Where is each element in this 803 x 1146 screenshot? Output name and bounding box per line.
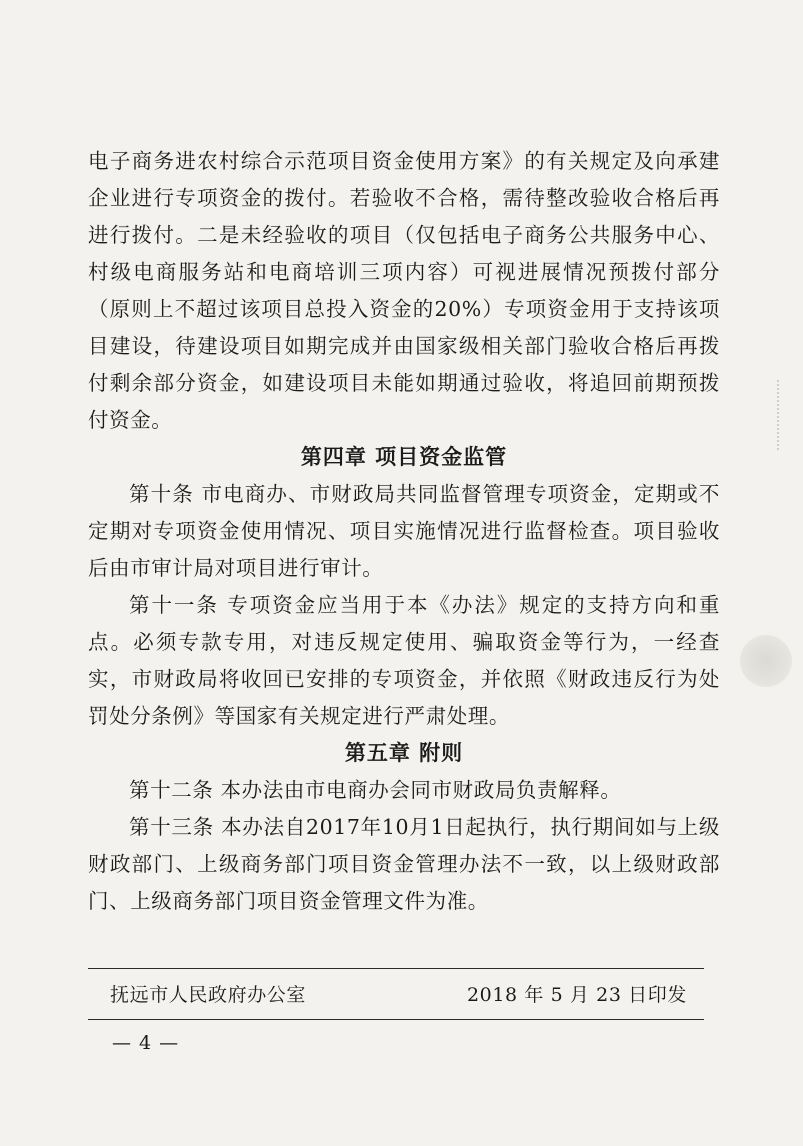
document-body — [88, 143, 720, 920]
page-number: — 4 — — [112, 1032, 180, 1054]
faint-seal-mark — [740, 635, 792, 687]
footer-top-rule — [88, 968, 704, 969]
article-twelve: 第十二条 本办法由市电商办会同市财政局负责解释。 — [129, 778, 622, 802]
edge-bleed-mark — [777, 380, 789, 450]
footer-bottom-rule — [88, 1019, 704, 1020]
chapter-four-heading: 第四章 项目资金监管 — [300, 445, 508, 469]
issue-date: 2018 年 5 月 23 日印发 — [466, 984, 687, 1006]
continuation-paragraph: 电子商务进农村综合示范项目资金使用方案》的有关规定及向承建企业进行专项资金的拨付。若验收不合格，需待整改验收合格后再进行拨付。二是未经验收的项目（仅包括电子商务公共服务中心、村级电商服务站和电商培训三项内容）可视进展情况预拨付部分（原则上不超过该项目总投入资金的20%）专项资金用于支持该项目建设，待建设项目如期完成并由国家级相关部门验收合格后再拨付剩余部分资金，如建设项目未能如期通过验收，将追回前期预拨付资金。 — [88, 149, 720, 432]
article-thirteen: 第十三条 本办法自2017年10月1日起执行，执行期间如与上级财政部门、上级商务部门项目资金管理办法不一致，以上级财政部门、上级商务部门项目资金管理文件为准。 — [88, 815, 720, 913]
article-ten: 第十条 市电商办、市财政局共同监督管理专项资金，定期或不定期对专项资金使用情况、项目实施情况进行监督检查。项目验收后由市审计局对项目进行审计。 — [88, 482, 720, 580]
issuer-name: 抚远市人民政府办公室 — [110, 984, 307, 1006]
chapter-five-heading: 第五章 附则 — [344, 741, 464, 765]
article-eleven: 第十一条 专项资金应当用于本《办法》规定的支持方向和重点。必须专款专用，对违反规定使用、骗取资金等行为，一经查实，市财政局将收回已安排的专项资金，并依照《财政违反行为处罚处分条例》等国家有关规定进行严肃处理。 — [88, 593, 720, 728]
